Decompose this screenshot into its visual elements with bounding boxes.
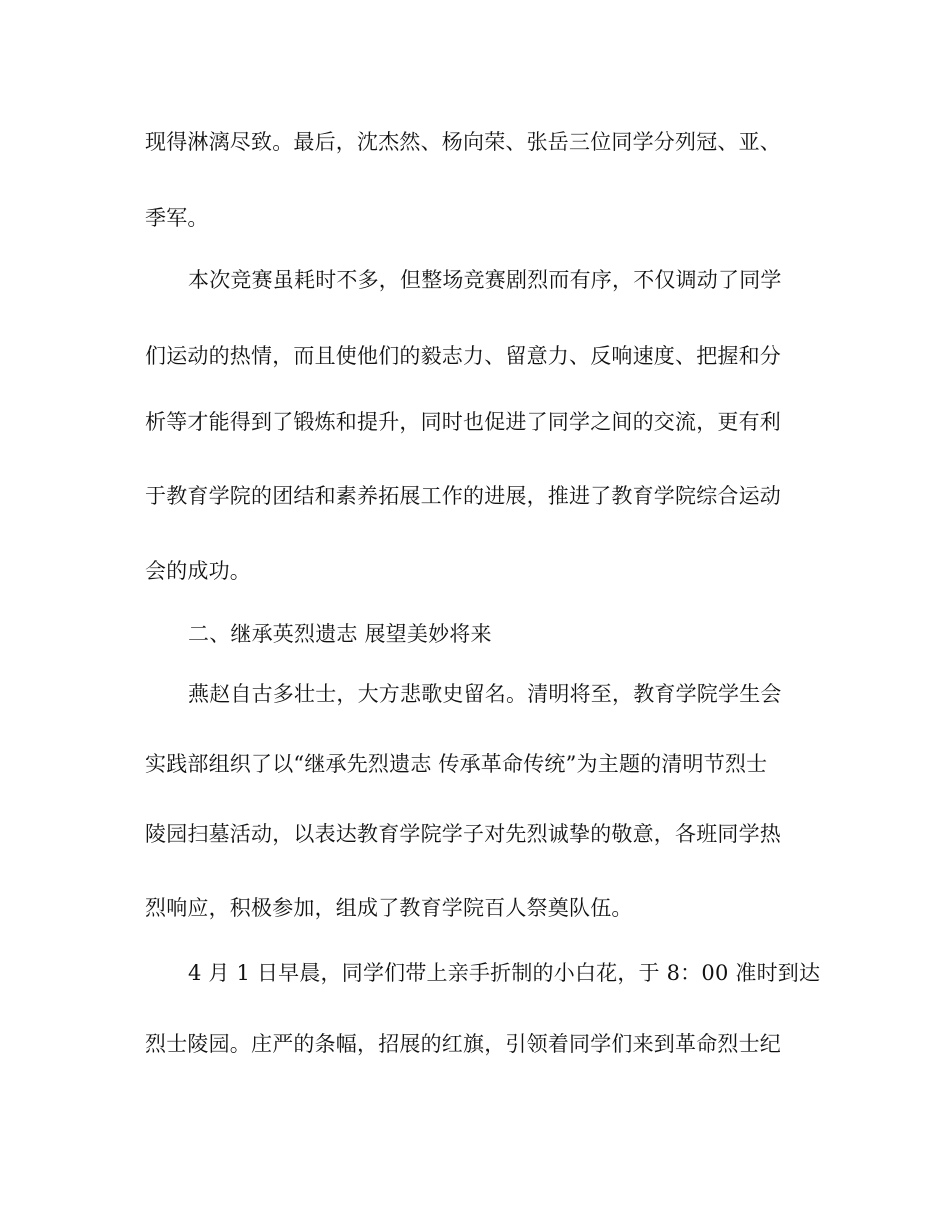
text-line: 季军。 — [145, 206, 209, 230]
section-heading: 二、继承英烈遗志 展望美妙将来 — [188, 622, 492, 646]
text-line: 烈响应，积极参加，组成了教育学院百人祭奠队伍。 — [145, 896, 633, 920]
text-line: 会的成功。 — [145, 559, 251, 583]
text-line: 实践部组织了以“继承先烈遗志 传承革命传统”为主题的清明节烈士 — [145, 752, 768, 776]
text-line: 现得淋漓尽致。最后，沈杰然、杨向荣、张岳三位同学分列冠、亚、 — [145, 130, 781, 154]
text-line: 析等才能得到了锻炼和提升，同时也促进了同学之间的交流，更有利 — [145, 410, 781, 434]
paragraph-line: 4 月 1 日早晨，同学们带上亲手折制的小白花，于 8：00 准时到达 — [188, 961, 821, 985]
text-line: 于教育学院的团结和素养拓展工作的进展，推进了教育学院综合运动 — [145, 484, 781, 508]
paragraph-line: 燕赵自古多壮士，大方悲歌史留名。清明将至，教育学院学生会 — [188, 682, 782, 706]
text-line: 们运动的热情，而且使他们的毅志力、留意力、反响速度、把握和分 — [145, 344, 781, 368]
paragraph-line: 本次竞赛虽耗时不多，但整场竞赛剧烈而有序，不仅调动了同学 — [188, 268, 782, 292]
text-line: 烈士陵园。庄严的条幅，招展的红旗，引领着同学们来到革命烈士纪 — [145, 1032, 781, 1056]
text-line: 陵园扫墓活动，以表达教育学院学子对先烈诚挚的敬意，各班同学热 — [145, 822, 781, 846]
